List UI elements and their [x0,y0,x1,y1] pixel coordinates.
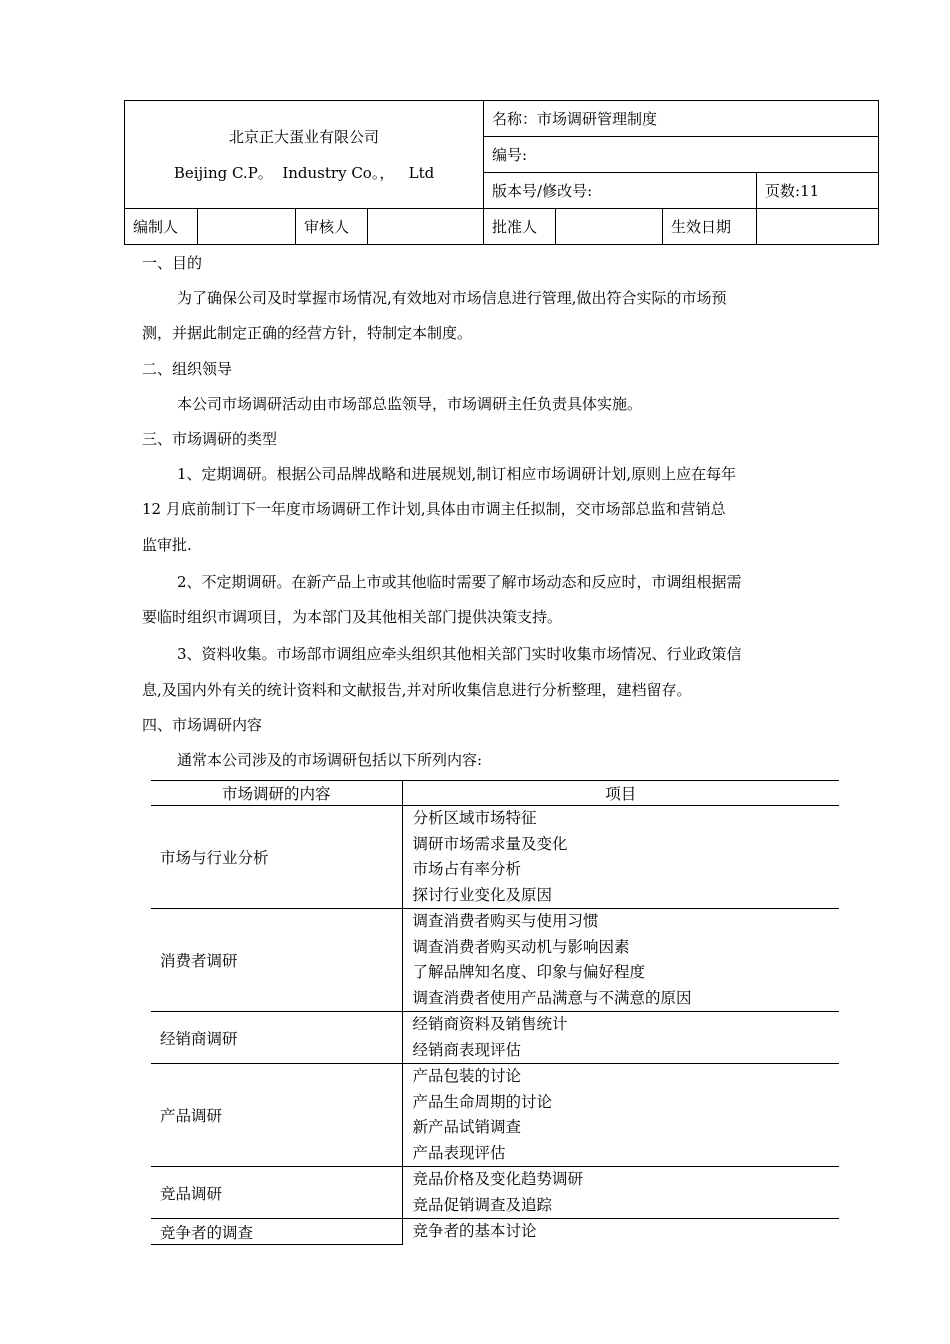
section-heading: 四、市场调研内容 [142,716,263,734]
compiler-value [198,209,296,245]
research-content-table [151,780,839,1245]
paragraph-line: 监审批. [142,536,192,554]
table-row [151,1064,839,1167]
table-row [151,1167,839,1219]
section-heading: 三、市场调研的类型 [142,430,278,448]
paragraph-line: 1、定期调研。根据公司品牌战略和进展规划,制订相应市场调研计划,原则上应在每年 [177,465,737,483]
table-row [151,806,839,909]
doc-version: 版本号/修改号: [484,173,757,209]
category-cell: 消费者调研 [151,909,402,1012]
reviewer-value [368,209,484,245]
list-item: 探讨行业变化及原因 [412,885,553,904]
doc-code: 编号: [484,137,879,173]
list-item: 调查消费者购买与使用习惯 [412,912,599,930]
list-item: 产品生命周期的讨论 [412,1092,553,1111]
effective-date-value [757,209,879,245]
paragraph-line: 2、不定期调研。在新产品上市或其他临时需要了解市场动态和反应时，市调组根据需 [177,573,742,591]
column-header-items: 项目 [402,781,839,806]
items-cell [402,1064,839,1167]
paragraph-line: 本公司市场调研活动由市场部总监领导，市场调研主任负责具体实施。 [177,395,643,413]
list-item: 经销商表现评估 [412,1040,522,1059]
list-item: 市场占有率分析 [412,860,522,878]
paragraph-line: 通常本公司涉及的市场调研包括以下所列内容: [177,751,483,769]
list-item: 竞品促销调查及追踪 [412,1195,553,1214]
category-cell: 经销商调研 [151,1012,402,1064]
list-item: 调查消费者使用产品满意与不满意的原因 [412,988,692,1007]
paragraph-line: 为了确保公司及时掌握市场情况,有效地对市场信息进行管理,做出符合实际的市场预 [177,289,727,307]
paragraph-line: 要临时组织市调项目，为本部门及其他相关部门提供决策支持。 [142,608,563,626]
list-item: 分析区域市场特征 [412,809,537,827]
items-cell [402,806,839,909]
doc-pages: 页数:11 [757,173,879,209]
document-header-table [124,100,879,245]
doc-name: 名称：市场调研管理制度 [484,101,879,137]
list-item: 经销商资料及销售统计 [412,1015,568,1033]
section-heading: 二、组织领导 [142,360,233,378]
paragraph-line: 测，并据此制定正确的经营方针，特制定本制度。 [142,324,473,342]
table-row [151,909,839,1012]
company-name-cn: 北京正大蛋业有限公司 [229,127,380,146]
table-row [151,1219,839,1245]
list-item: 调查消费者购买动机与影响因素 [412,937,630,956]
category-cell: 竞争者的调查 [151,1219,402,1245]
compiler-label: 编制人 [125,209,198,245]
category-cell: 产品调研 [151,1064,402,1167]
list-item: 产品表现评估 [412,1143,506,1162]
effective-date-label: 生效日期 [663,209,757,245]
list-item: 竞品价格及变化趋势调研 [412,1170,584,1188]
list-item: 了解品牌知名度、印象与偏好程度 [412,963,646,981]
category-cell: 市场与行业分析 [151,806,402,909]
items-cell [402,1219,839,1245]
table-row [151,1012,839,1064]
list-item: 产品包装的讨论 [412,1067,522,1085]
list-item: 调研市场需求量及变化 [412,834,568,853]
items-cell [402,1012,839,1064]
reviewer-label: 审核人 [296,209,368,245]
section-heading: 一、目的 [142,254,203,272]
category-cell: 竞品调研 [151,1167,402,1219]
approver-value [556,209,663,245]
items-cell [402,909,839,1012]
list-item: 新产品试销调查 [412,1118,522,1136]
paragraph-line: 3、资料收集。市场部市调组应牵头组织其他相关部门实时收集市场情况、行业政策信 [177,645,742,663]
items-cell [402,1167,839,1219]
paragraph-line: 息,及国内外有关的统计资料和文献报告,并对所收集信息进行分析整理，建档留存。 [142,681,692,699]
company-name-en: Beijing C.P。 Industry Co。， Ltd [173,163,435,182]
list-item: 竞争者的基本讨论 [412,1222,537,1240]
paragraph-line: 12 月底前制订下一年度市场调研工作计划,具体由市调主任拟制，交市场部总监和营销总 [142,500,726,518]
approver-label: 批准人 [484,209,556,245]
column-header-content: 市场调研的内容 [151,781,402,806]
company-cell [125,101,484,209]
